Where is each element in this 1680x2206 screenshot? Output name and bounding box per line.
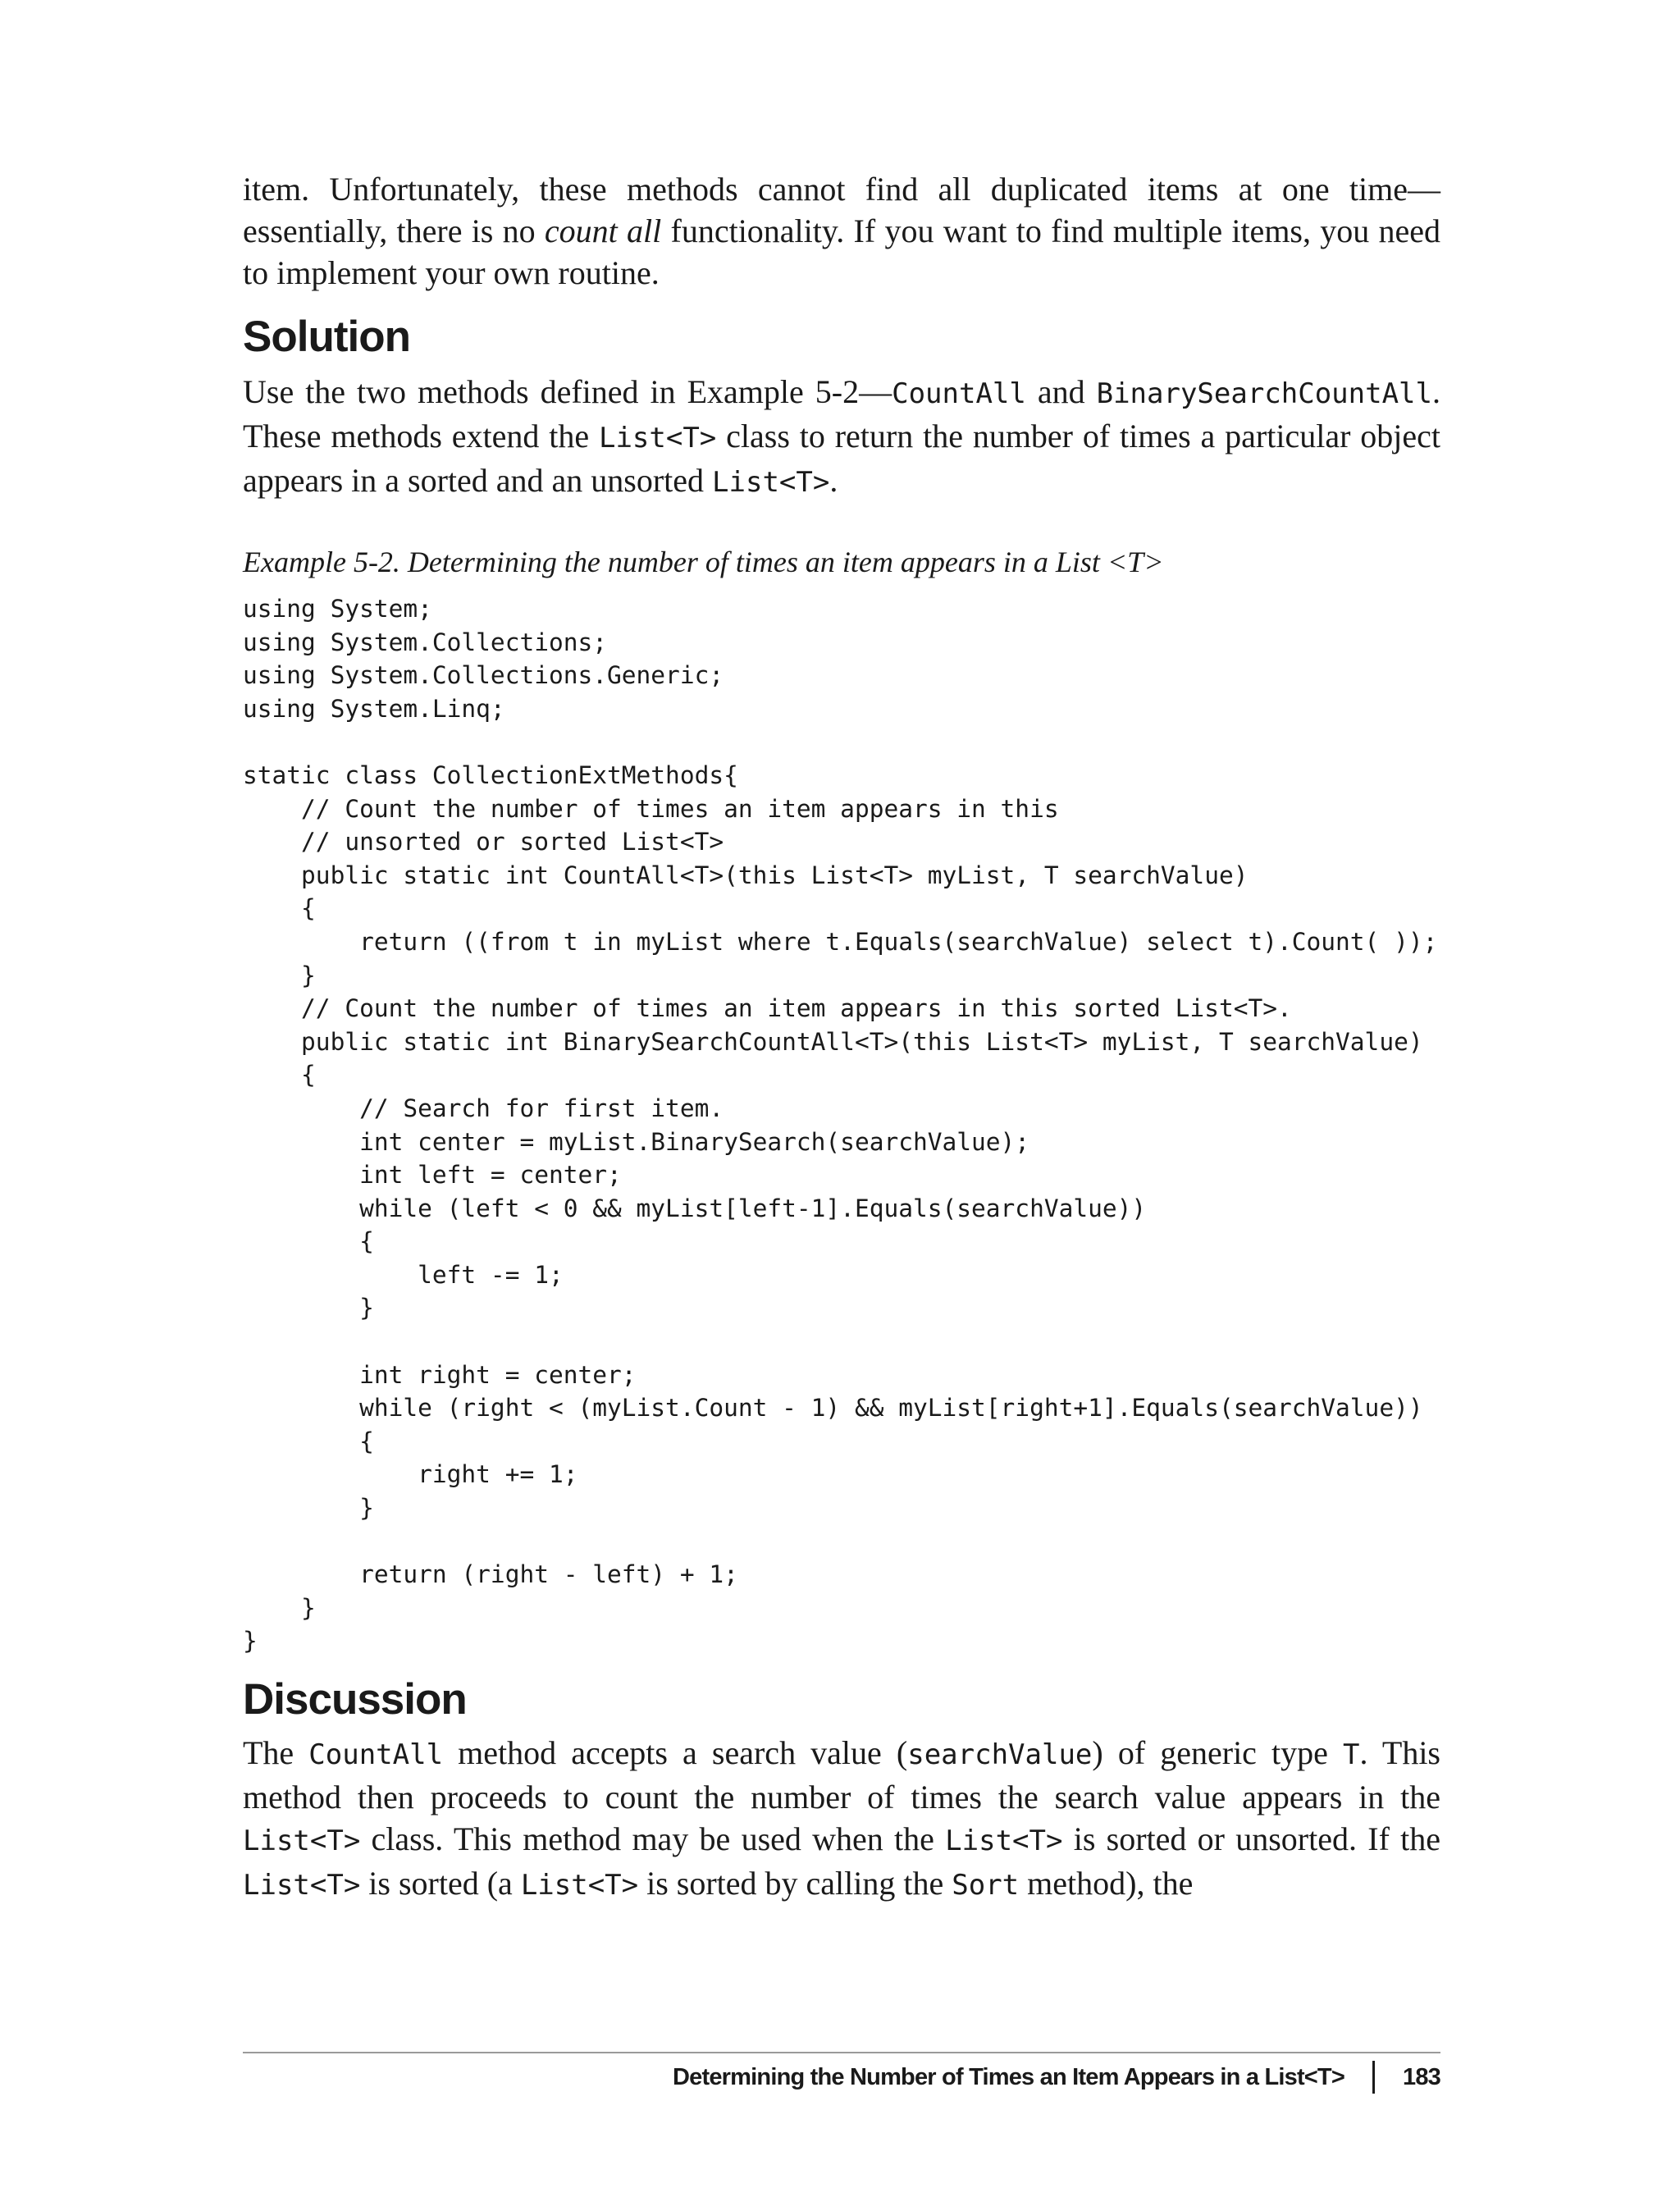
page-number: 183 [1403, 2063, 1440, 2090]
inline-code: List<T> [243, 1825, 361, 1857]
solution-text: . These methods extend the [243, 373, 1440, 454]
inline-code: CountAll [892, 377, 1026, 410]
inline-code: Sort [952, 1869, 1020, 1902]
inline-code: List<T> [945, 1825, 1063, 1857]
solution-text: class to return the number of times a particular object appears in a sorted and an unsorted [243, 418, 1441, 499]
intro-text-1: item. Unfortunately, these methods cannot find all duplicated items at one time—essentially, there is no [243, 171, 1440, 249]
discussion-text: is sorted by calling the [638, 1865, 952, 1902]
inline-code: CountAll [308, 1738, 444, 1771]
example-caption: Example 5-2. Determining the number of times an item appears in a List <T> [243, 546, 1164, 578]
code-listing: using System; using System.Collections; using System.Collections.Generic; using System.Linq; static class CollectionExtMethods{ // Count the number of times an item appears in this // unsorted or sorted List<T> public static int CountAll<T>(this List<T> myList, T searchValue) { return ((from t in myList where t.Equals(searchValue) select t).Count( )); } // Count the number of times an item appears in this sorted List<T>. public static int BinarySearchCountAll<T>(this List<T> myList, T searchValue) { // Search for first item. int center = myList.BinarySearch(searchValue); int left = center; while (left < 0 && myList[left-1].Equals(searchValue)) { left -= 1; } int right = center; while (right < (myList.Count - 1) && myList[right+1].Equals(searchValue)) { right += 1; } return (right - left) + 1; } } [243, 595, 1438, 1656]
inline-code: BinarySearchCountAll [1096, 377, 1432, 410]
discussion-heading: Discussion [243, 1675, 467, 1724]
inline-code: List<T> [712, 466, 830, 499]
solution-heading: Solution [243, 313, 410, 361]
discussion-text: method accepts a search value ( [443, 1734, 908, 1771]
discussion-text: . This method then proceeds to count the number of times the search value appears in the [243, 1734, 1440, 1815]
footer-separator [1372, 2061, 1375, 2094]
intro-emphasis: count all [544, 212, 662, 249]
discussion-text: is sorted or unsorted. If the [1062, 1820, 1441, 1857]
intro-paragraph [243, 168, 1440, 294]
running-title: Determining the Number of Times an Item Appears in a List<T> [673, 2063, 1344, 2090]
footer-divider [243, 2052, 1440, 2053]
page-content [243, 168, 1440, 1907]
discussion-text: is sorted (a [360, 1865, 521, 1902]
solution-text: Use the two methods defined in Example 5-2— [243, 373, 892, 410]
page-footer [673, 2061, 1440, 2094]
solution-text: and [1025, 373, 1097, 410]
discussion-paragraph [243, 1732, 1440, 1907]
discussion-text: ) of generic type [1092, 1734, 1344, 1771]
intro-text-2: functionality. If you want to find multiple items, you need to implement your own routine. [243, 212, 1441, 291]
discussion-text: The [243, 1734, 309, 1771]
solution-text: . [829, 462, 838, 499]
solution-paragraph [243, 371, 1440, 504]
discussion-text: class. This method may be used when the [360, 1820, 946, 1857]
inline-code: T [1343, 1738, 1360, 1771]
inline-code: List<T> [520, 1869, 639, 1902]
inline-code: List<T> [598, 422, 717, 454]
inline-code: List<T> [243, 1869, 361, 1902]
discussion-text: method), the [1019, 1865, 1194, 1902]
inline-code: searchValue [907, 1738, 1093, 1771]
